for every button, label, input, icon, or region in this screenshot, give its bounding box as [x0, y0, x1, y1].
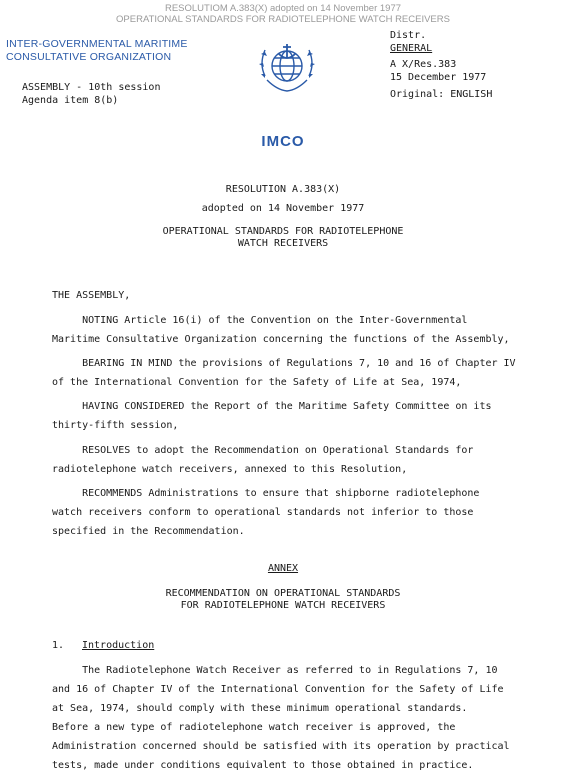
- assembly-session-block: [22, 82, 160, 107]
- document-date: 15 December 1977: [390, 71, 487, 83]
- distribution-block: [390, 30, 492, 102]
- imco-emblem-icon: [255, 36, 319, 96]
- resolves-line-2: radiotelephone watch receivers, annexed to this Resolution,: [52, 464, 408, 475]
- agenda-item: Agenda item 8(b): [22, 94, 119, 106]
- annex-title-2: FOR RADIOTELEPHONE WATCH RECEIVERS: [180, 600, 386, 611]
- bearing-line-2: of the International Convention for the Safety of Life at Sea, 1974,: [52, 377, 462, 388]
- running-header-line-1: RESOLUTIOM A.383(X) adopted on 14 November 1977: [164, 3, 402, 14]
- section-heading: Introduction: [82, 640, 155, 651]
- recommends-line-1: RECOMMENDS Administrations to ensure that shipborne radiotelephone: [52, 488, 480, 499]
- intro-line-6: tests, made under conditions equivalent to those obtained in practice.: [52, 760, 474, 771]
- distr-label: Distr.: [390, 30, 427, 41]
- resolution-subject-2: WATCH RECEIVERS: [237, 238, 329, 249]
- annex-label: ANNEX: [267, 563, 299, 574]
- intro-line-2: and 16 of Chapter IV of the International Convention for the Safety of Life: [52, 684, 504, 695]
- document-reference: A X/Res.383: [390, 59, 457, 70]
- organization-name: [6, 38, 188, 64]
- noting-line-1: NOTING Article 16(i) of the Convention on the Inter-Governmental: [52, 315, 468, 326]
- org-line-2: CONSULTATIVE ORGANIZATION: [6, 51, 172, 63]
- org-line-1: INTER-GOVERNMENTAL MARITIME: [6, 38, 188, 50]
- resolution-adopted: adopted on 14 November 1977: [201, 203, 365, 214]
- resolution-subject-1: OPERATIONAL STANDARDS FOR RADIOTELEPHONE: [162, 226, 404, 237]
- having-line-1: HAVING CONSIDERED the Report of the Maritime Safety Committee on its: [52, 401, 492, 412]
- having-line-2: thirty-fifth session,: [52, 420, 179, 431]
- noting-line-2: Maritime Consultative Organization concerning the functions of the Assembly,: [52, 334, 510, 345]
- recommends-line-2: watch receivers conform to operational standards not inferior to those: [52, 507, 474, 518]
- resolution-title: RESOLUTION A.383(X): [225, 184, 341, 195]
- section-number: 1.: [52, 640, 65, 651]
- intro-line-1: The Radiotelephone Watch Receiver as referred to in Regulations 7, 10: [52, 665, 498, 676]
- intro-line-3: at Sea, 1974, should comply with these minimum operational standards.: [52, 703, 468, 714]
- resolves-line-1: RESOLVES to adopt the Recommendation on Operational Standards for: [52, 445, 474, 456]
- assembly-session: ASSEMBLY - 10th session: [22, 82, 161, 93]
- imco-title: IMCO: [261, 133, 305, 150]
- original-language: Original: ENGLISH: [390, 89, 493, 100]
- recommends-line-3: specified in the Recommendation.: [52, 526, 245, 537]
- distr-general: GENERAL: [390, 42, 433, 54]
- intro-line-4: Before a new type of radiotelephone watch receiver is approved, the: [52, 722, 456, 733]
- annex-title-1: RECOMMENDATION ON OPERATIONAL STANDARDS: [165, 588, 401, 599]
- the-assembly: THE ASSEMBLY,: [52, 290, 131, 301]
- intro-line-5: Administration concerned should be satisfied with its operation by practical: [52, 741, 510, 752]
- running-header-line-2: OPERATIONAL STANDARDS FOR RADIOTELEPHONE WATCH RECEIVERS: [116, 14, 450, 25]
- bearing-line-1: BEARING IN MIND the provisions of Regulations 7, 10 and 16 of Chapter IV: [52, 358, 516, 369]
